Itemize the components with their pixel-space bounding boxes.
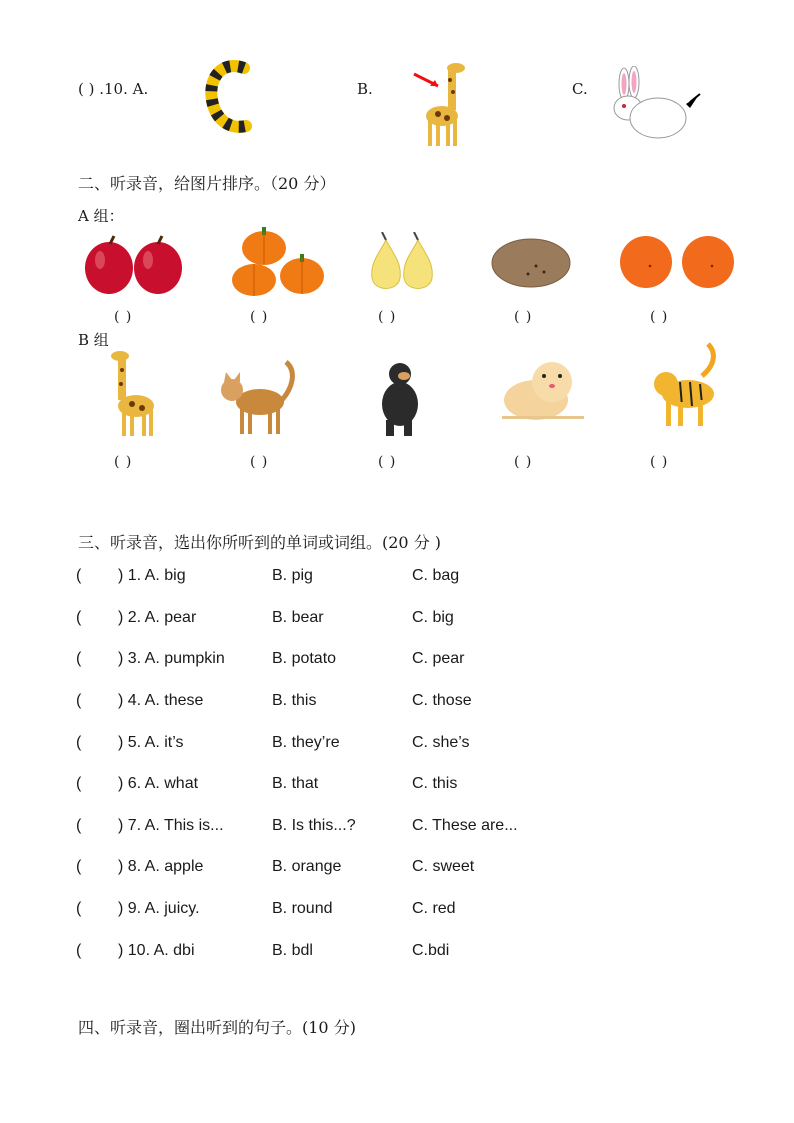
q10-option-b: B. <box>357 80 373 98</box>
option-b: B. round <box>272 900 333 917</box>
option-c: C. those <box>412 692 472 709</box>
answer-paren[interactable]: ( <box>76 609 82 626</box>
option-a: ) 9. A. juicy. <box>118 900 200 917</box>
option-a: ) 8. A. apple <box>118 858 204 875</box>
group-b-paren-5[interactable]: ( ) <box>650 454 669 470</box>
option-c: C. sweet <box>412 858 475 875</box>
option-b: B. that <box>272 775 319 792</box>
group-a-paren-5[interactable]: ( ) <box>650 309 669 325</box>
answer-paren[interactable]: ( <box>76 942 82 959</box>
group-a-paren-3[interactable]: ( ) <box>378 309 397 325</box>
option-b: B. they’re <box>272 734 340 751</box>
option-a: ) 6. A. what <box>118 775 199 792</box>
answer-paren[interactable]: ( <box>76 567 82 584</box>
group-a-label: A 组： <box>78 207 124 225</box>
giraffe-icon <box>106 348 166 438</box>
q10-prefix: ( ) .10. A. <box>78 80 149 98</box>
answer-paren[interactable]: ( <box>76 817 82 834</box>
answer-paren[interactable]: ( <box>76 734 82 751</box>
answer-paren[interactable]: ( <box>76 858 82 875</box>
list-item <box>76 942 716 966</box>
list-item <box>76 817 716 841</box>
option-a: ) 10. A. dbi <box>118 942 195 959</box>
bear-icon <box>374 360 426 438</box>
list-item <box>76 650 716 674</box>
option-b: B. pig <box>272 567 313 584</box>
option-c: C. this <box>412 775 458 792</box>
list-item <box>76 567 716 591</box>
section4-title: 四、听录音，圈出听到的句子。(10 分) <box>78 1018 356 1037</box>
section3-title: 三、听录音，选出你所听到的单词或词组。(20 分 ) <box>78 533 442 552</box>
group-b-paren-2[interactable]: ( ) <box>250 454 269 470</box>
option-c: C. she’s <box>412 734 470 751</box>
option-b: B. bdl <box>272 942 313 959</box>
list-item <box>76 692 716 716</box>
option-b: B. this <box>272 692 317 709</box>
list-item <box>76 609 716 633</box>
group-b-label: B 组 <box>78 331 109 349</box>
option-c: C. bag <box>412 567 460 584</box>
hamster-icon <box>500 356 586 424</box>
group-a-paren-4[interactable]: ( ) <box>514 309 533 325</box>
pumpkins-icon <box>230 226 326 298</box>
list-item <box>76 858 716 882</box>
potato-icon <box>490 236 572 290</box>
pears-icon <box>368 232 440 294</box>
group-a-paren-1[interactable]: ( ) <box>114 309 133 325</box>
option-b: B. potato <box>272 650 337 667</box>
option-a: ) 5. A. it’s <box>118 734 184 751</box>
cat-icon <box>216 356 298 436</box>
section2-title: 二、听录音，给图片排序。（20 分） <box>78 174 336 193</box>
option-a: ) 4. A. these <box>118 692 204 709</box>
list-item <box>76 900 716 924</box>
group-b-paren-4[interactable]: ( ) <box>514 454 533 470</box>
striped-tail-icon <box>204 58 254 136</box>
option-c: C. pear <box>412 650 465 667</box>
option-a: ) 1. A. big <box>118 567 186 584</box>
option-c: C. These are... <box>412 817 518 834</box>
answer-paren[interactable]: ( <box>76 900 82 917</box>
rabbit-icon <box>606 66 702 148</box>
option-b: B. Is this...? <box>272 817 356 834</box>
apples-icon <box>84 234 184 296</box>
group-b-paren-3[interactable]: ( ) <box>378 454 397 470</box>
option-a: ) 3. A. pumpkin <box>118 650 225 667</box>
tiger-icon <box>650 340 726 432</box>
option-c: C. big <box>412 609 454 626</box>
answer-paren[interactable]: ( <box>76 650 82 667</box>
oranges-icon <box>618 236 736 288</box>
q10-option-c: C. <box>572 80 588 98</box>
list-item <box>76 734 716 758</box>
option-c: C. red <box>412 900 456 917</box>
option-a: ) 7. A. This is... <box>118 817 224 834</box>
giraffe-icon <box>412 60 472 148</box>
list-item <box>76 775 716 799</box>
answer-paren[interactable]: ( <box>76 775 82 792</box>
option-b: B. bear <box>272 609 324 626</box>
option-b: B. orange <box>272 858 342 875</box>
option-a: ) 2. A. pear <box>118 609 197 626</box>
answer-paren[interactable]: ( <box>76 692 82 709</box>
option-c: C.bdi <box>412 942 450 959</box>
group-b-paren-1[interactable]: ( ) <box>114 454 133 470</box>
group-a-paren-2[interactable]: ( ) <box>250 309 269 325</box>
